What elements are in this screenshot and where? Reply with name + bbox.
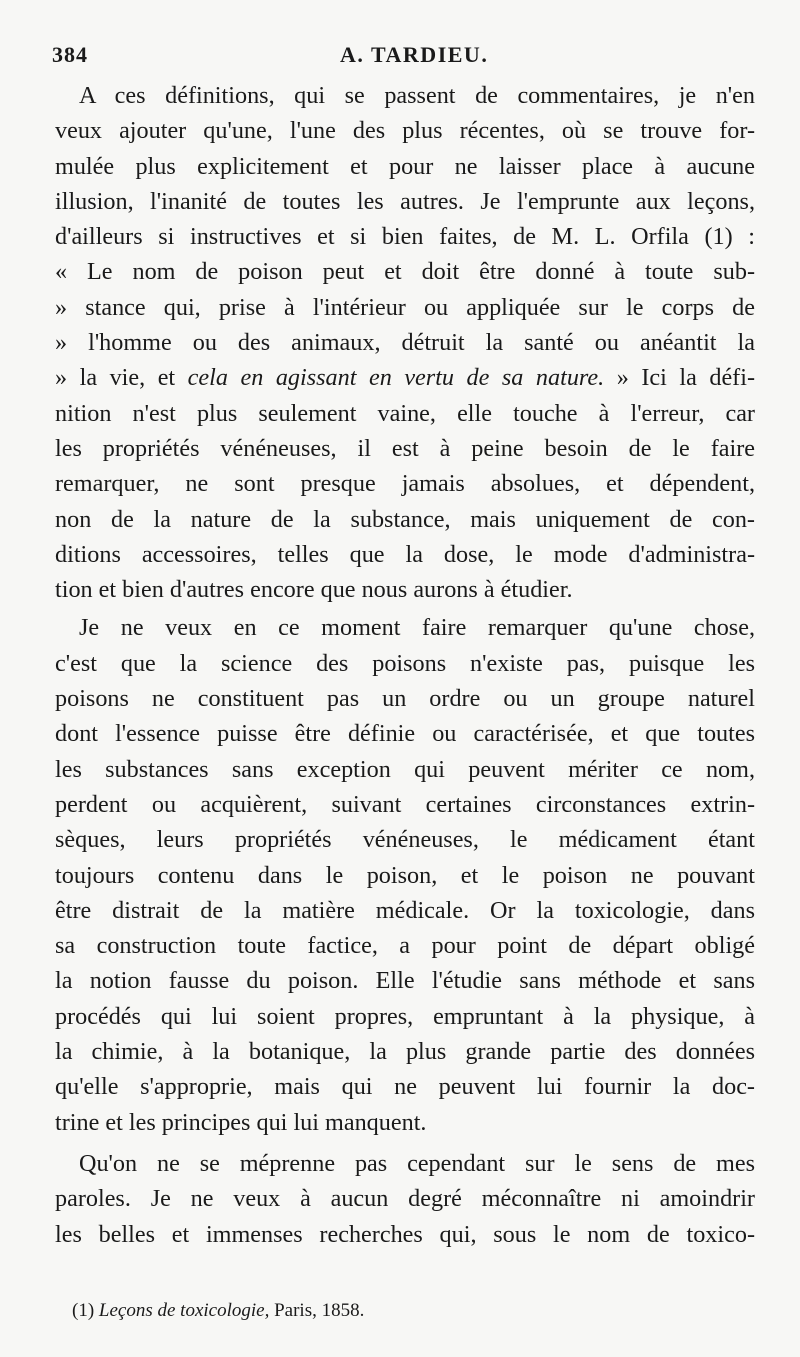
text-line: les substances sans exception qui peuvent mériter ce nom,	[55, 755, 755, 783]
page-header	[52, 38, 740, 78]
text-line: la notion fausse du poison. Elle l'étudie sans méthode et sans	[55, 967, 755, 995]
text-line: c'est que la science des poisons n'existe pas, puisque les	[55, 649, 755, 677]
text-line: « Le nom de poison peut et doit être donné à toute sub-	[55, 258, 755, 286]
text-line: illusion, l'inanité de toutes les autres. Je l'emprunte aux leçons,	[55, 187, 755, 215]
text-line: A ces définitions, qui se passent de commentaires, je n'en	[79, 82, 755, 109]
text-line: » l'homme ou des animaux, détruit la santé ou anéantit la	[55, 329, 755, 357]
text-segment: » la vie, et	[55, 364, 188, 392]
text-line: être distrait de la matière médicale. Or la toxicologie, dans	[55, 896, 755, 924]
text-line: tion et bien d'autres encore que nous aurons à étudier.	[55, 576, 573, 604]
text-line: les propriétés vénéneuses, il est à peine besoin de le faire	[55, 434, 755, 462]
text-line: dont l'essence puisse être définie ou caractérisée, et que toutes	[55, 720, 755, 748]
text-line: veux ajouter qu'une, l'une des plus récentes, où se trouve for-	[55, 117, 755, 145]
text-line: perdent ou acquièrent, suivant certaines circonstances extrin-	[55, 790, 755, 818]
text-line: » stance qui, prise à l'intérieur ou appliquée sur le corps de	[55, 293, 755, 321]
italic-phrase: cela en agissant en vertu de sa nature.	[187, 364, 605, 392]
running-head: A. TARDIEU.	[340, 42, 489, 67]
text-line: nition n'est plus seulement vaine, elle touche à l'erreur, car	[55, 399, 755, 427]
text-line: la chimie, à la botanique, la plus grande partie des données	[55, 1038, 755, 1066]
paragraph-2	[55, 610, 755, 1139]
text-line: les belles et immenses recherches qui, sous le nom de toxico-	[55, 1220, 755, 1248]
text-line: sèques, leurs propriétés vénéneuses, le médicament étant	[55, 826, 755, 854]
footnote-work-title: Leçons de toxicologie,	[98, 1300, 270, 1321]
text-line: poisons ne constituent pas un ordre ou un groupe naturel	[55, 685, 755, 713]
text-line: procédés qui lui soient propres, empruntant à la physique, à	[55, 1002, 755, 1030]
text-segment: » Ici la défi-	[604, 364, 756, 392]
text-line: mulée plus explicitement et pour ne laisser place à aucune	[55, 152, 755, 180]
paragraph-1	[55, 78, 755, 607]
text-line-with-italic	[55, 360, 755, 395]
footnote-place-date: Paris, 1858.	[269, 1300, 365, 1321]
text-line: sa construction toute factice, a pour point de départ obligé	[55, 932, 755, 960]
text-line: Qu'on ne se méprenne pas cependant sur le sens de mes	[79, 1149, 755, 1177]
text-line: ditions accessoires, telles que la dose, le mode d'administra-	[55, 540, 755, 568]
text-line: trine et les principes qui lui manquent.	[55, 1108, 427, 1136]
text-line: qu'elle s'approprie, mais qui ne peuvent lui fournir la doc-	[55, 1073, 755, 1101]
text-line: Je ne veux en ce moment faire remarquer qu'une chose,	[79, 614, 755, 642]
page-number: 384	[52, 42, 88, 67]
text-line: toujours contenu dans le poison, et le poison ne pouvant	[55, 861, 755, 889]
text-line: remarquer, ne sont presque jamais absolues, et dépendent,	[55, 470, 755, 498]
text-line: d'ailleurs si instructives et si bien faites, de M. L. Orfila (1) :	[55, 223, 755, 251]
page-body	[55, 78, 755, 1252]
text-line: non de la nature de la substance, mais uniquement de con-	[55, 505, 755, 533]
footnote-marker: (1)	[72, 1300, 95, 1321]
footnote	[72, 1300, 364, 1322]
text-line: paroles. Je ne veux à aucun degré méconnaître ni amoindrir	[55, 1185, 755, 1213]
paragraph-3	[55, 1146, 755, 1252]
